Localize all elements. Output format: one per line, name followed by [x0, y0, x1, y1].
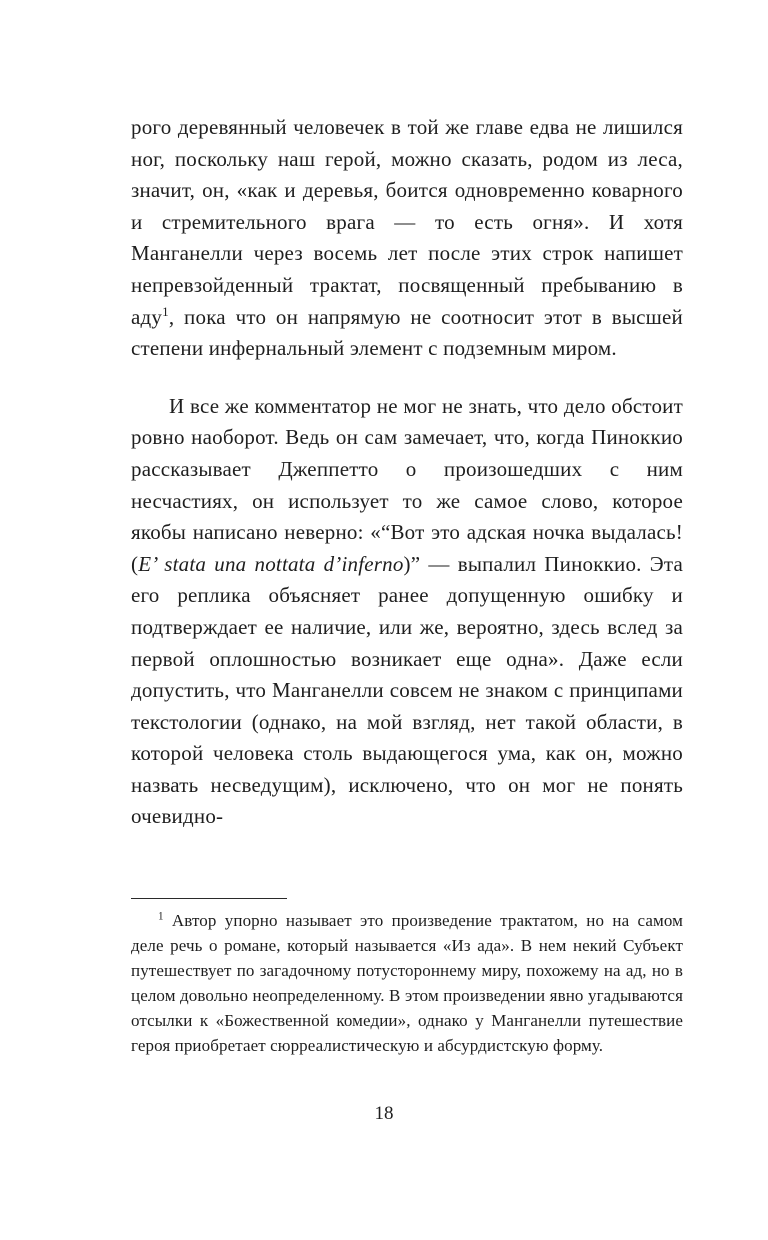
paragraph-2-italic-quote: E’ stata una nottata d’inferno — [138, 551, 404, 576]
paragraph-1 — [131, 112, 683, 365]
paragraph-2-text-end: )” — выпалил Пиноккио. Эта его реплика объясняет ранее допущенную ошибку и подтверждает ее наличие, или же, вероятно, здесь вслед за первой оплошностью возникает еще одна». Даже если допустить, что Манганелли совсем не знаком с принципами текстологии (однако, на мой взгляд, нет такой области, в которой человека столь выдающегося ума, как он, можно назвать несведущим), исключено, что он мог не понять очевидно- — [131, 551, 683, 829]
footnote-reference: 1 — [162, 303, 169, 319]
paragraph-2 — [131, 391, 683, 833]
paragraph-1-text-end: , пока что он напрямую не соотносит этот в высшей степени инфернальный элемент с подземным миром. — [131, 304, 683, 361]
main-text-block — [131, 112, 683, 833]
footnote-separator-rule — [131, 898, 287, 899]
footnote-section — [131, 898, 683, 1058]
page-number: 18 — [374, 1103, 394, 1124]
footnote-marker: 1 — [158, 910, 164, 923]
footnote-body: Автор упорно называет это произведение трактатом, но на самом деле речь о романе, который называется «Из ада». В нем некий Субъект путешествует по загадочному потустороннему миру, похожему на ад, но в целом довольно неопределенному. В этом произведении явно угадываются отсылки к «Божественной комедии», однако у Манганелли путешествие героя приобретает сюрреалистическую и абсурдистскую форму. — [131, 911, 683, 1055]
footnote-text — [131, 908, 683, 1058]
paragraph-1-text-start: рого деревянный человечек в той же главе едва не лишился ног, поскольку наш герой, можно сказать, родом из леса, значит, он, «как и деревья, боится одновременно коварного и стремительного врага — то есть огня». И хотя Манганелли через восемь лет после этих строк напишет непревзойденный трактат, посвященный пребыванию в аду — [131, 115, 683, 329]
paragraph-2-text-start: И все же комментатор не мог не знать, что дело обстоит ровно наоборот. Ведь он сам замечает, что, когда Пиноккио рассказывает Джеппетто о произошедших с ним несчастиях, он использует то же самое слово, которое якобы написано неверно: «“Вот это адская ночка выдалась! ( — [131, 393, 683, 576]
